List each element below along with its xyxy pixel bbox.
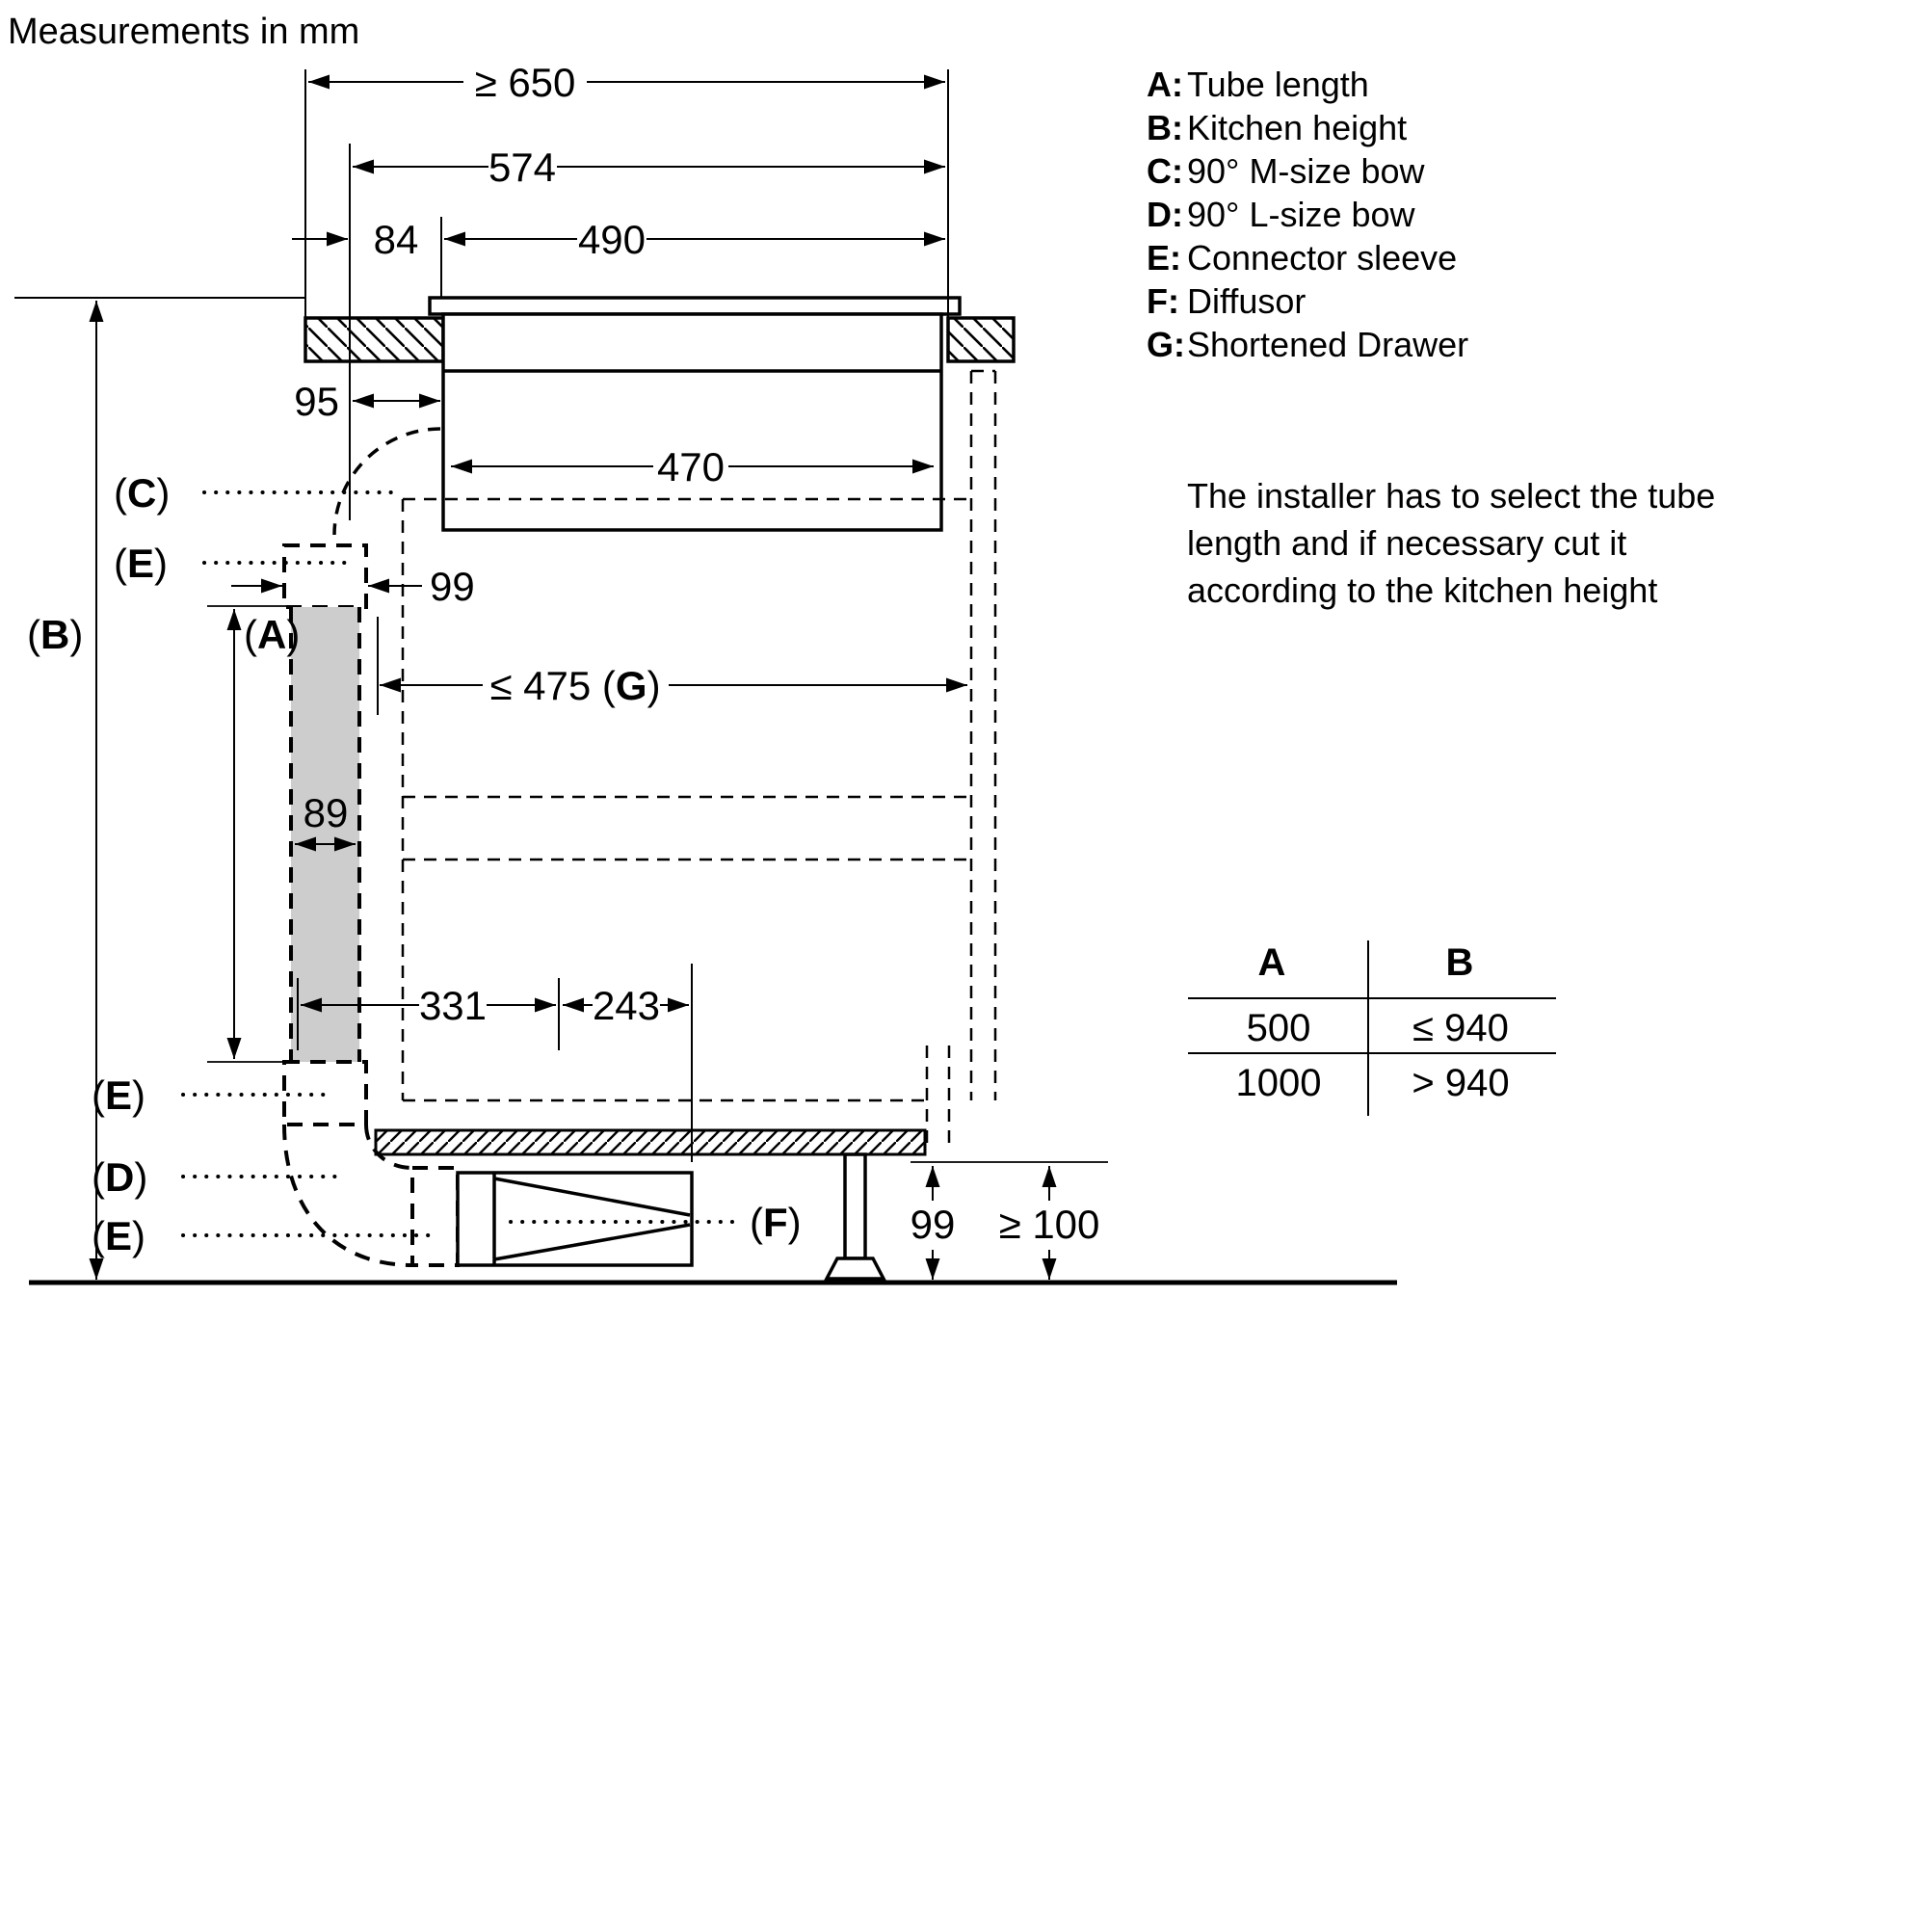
- dim-label: 470: [656, 444, 726, 490]
- dim-label: 490: [577, 217, 647, 262]
- svg-text:(B): [27, 612, 83, 657]
- callout-A: [244, 612, 300, 657]
- dim-suffix: ): [647, 663, 661, 708]
- dim-letter-g: G: [615, 663, 647, 708]
- paren: ): [134, 1154, 148, 1200]
- paren: (: [750, 1200, 763, 1245]
- legend-key: A:: [1147, 65, 1183, 104]
- legend-key: D:: [1147, 195, 1183, 234]
- paren: (: [244, 612, 257, 657]
- legend-key: F:: [1147, 281, 1179, 321]
- cabinet-wall-right: [971, 371, 995, 1100]
- svg-text:C:90° M-size bow: [1147, 151, 1425, 191]
- paren: ): [69, 612, 84, 657]
- callout-letter: E: [127, 541, 155, 586]
- paren: (: [114, 470, 127, 516]
- dim-min-clearance-650: [305, 60, 948, 318]
- dim-label: ≥ 100: [998, 1202, 1100, 1247]
- dim-label: 95: [294, 379, 339, 424]
- svg-text:F:Diffusor: [1147, 281, 1306, 321]
- drawer-outline: [403, 499, 971, 1100]
- svg-text:G:Shortened Drawer: [1147, 325, 1468, 364]
- cabinet-bottom-panel: [376, 1130, 925, 1154]
- callout-letter: B: [40, 612, 70, 657]
- table-header-b: B: [1445, 941, 1474, 984]
- worktop-section-left: [305, 318, 443, 361]
- paren: ): [286, 612, 301, 657]
- dim-offset-84: [292, 217, 441, 298]
- dim-tube-length-A: [207, 606, 291, 1062]
- legend-label: Connector sleeve: [1187, 238, 1458, 278]
- connector-sleeve-bottom: [412, 1168, 458, 1265]
- svg-text:(C): [114, 470, 170, 516]
- callout-letter: F: [763, 1200, 788, 1245]
- callout-letter: A: [257, 612, 287, 657]
- dim-label: ≤ 475 (: [489, 663, 616, 708]
- hob-assembly: [430, 298, 960, 530]
- note-line: length and if necessary cut it: [1187, 523, 1627, 563]
- dim-label: 331: [418, 983, 488, 1028]
- paren: ): [156, 470, 171, 516]
- legend-label: Diffusor: [1187, 281, 1307, 321]
- dim-left-gap-95: [294, 379, 440, 424]
- callout-letter: E: [105, 1072, 133, 1118]
- svg-text:≤ 475 (G): [489, 663, 660, 708]
- svg-text:(A): [244, 612, 300, 657]
- dim-label: 243: [592, 983, 661, 1028]
- legend: [1147, 65, 1468, 364]
- hob-body: [443, 314, 941, 530]
- callout-E-bottom: [92, 1213, 429, 1258]
- table-header-a: A: [1257, 941, 1286, 984]
- paren: (: [92, 1213, 105, 1258]
- legend-key: C:: [1147, 151, 1183, 191]
- dim-label: 99: [910, 1202, 956, 1247]
- diffusor: [458, 1173, 692, 1265]
- legend-key: E:: [1147, 238, 1181, 278]
- connector-sleeve-top: [284, 545, 366, 607]
- svg-text:(E): [92, 1072, 145, 1118]
- paren: (: [27, 612, 40, 657]
- paren: ): [154, 541, 169, 586]
- svg-text:D:90° L-size bow: [1147, 195, 1416, 234]
- svg-text:E:Connector sleeve: [1147, 238, 1457, 278]
- tube-length-table: [1188, 940, 1556, 1116]
- dim-hob-width-490: [444, 217, 945, 262]
- dim-label: 89: [303, 790, 349, 835]
- dim-drawer-475: [378, 617, 967, 715]
- legend-key: G:: [1147, 325, 1185, 364]
- legend-label: Kitchen height: [1187, 108, 1408, 147]
- duct-outlet-dashed: [927, 1045, 949, 1151]
- installer-note: [1187, 476, 1715, 610]
- callout-letter: E: [105, 1213, 133, 1258]
- paren: ): [787, 1200, 802, 1245]
- paren: ): [132, 1072, 146, 1118]
- legend-label: Tube length: [1187, 65, 1369, 104]
- worktop-section-right: [948, 318, 1014, 361]
- page-title: Measurements in mm: [8, 12, 360, 52]
- svg-text:B:Kitchen height: [1147, 108, 1407, 147]
- table-cell: > 940: [1412, 1062, 1510, 1104]
- dim-label: ≥ 650: [474, 60, 576, 105]
- paren: (: [92, 1072, 105, 1118]
- table-cell: 1000: [1235, 1062, 1322, 1104]
- paren: (: [92, 1154, 105, 1200]
- note-line: The installer has to select the tube: [1187, 476, 1716, 516]
- callout-B: [27, 612, 83, 657]
- callout-D: [92, 1154, 345, 1200]
- svg-text:(F): [750, 1200, 802, 1245]
- paren: (: [114, 541, 127, 586]
- connector-sleeve-middle: [284, 1062, 366, 1125]
- dim-label: 574: [488, 145, 557, 190]
- legend-label: Shortened Drawer: [1187, 325, 1469, 364]
- hob-glass-top: [430, 298, 960, 314]
- callout-C: [114, 470, 402, 516]
- legend-key: B:: [1147, 108, 1183, 147]
- callout-letter: C: [127, 470, 157, 516]
- dim-label: 99: [430, 564, 475, 609]
- svg-text:A:Tube length: [1147, 65, 1369, 104]
- svg-text:(D): [92, 1154, 147, 1200]
- callout-letter: D: [105, 1154, 135, 1200]
- legend-label: 90° M-size bow: [1187, 151, 1425, 191]
- dim-label: 84: [373, 217, 419, 262]
- table-cell: 500: [1246, 1007, 1311, 1049]
- dim-plinth-min-100: [999, 1166, 1100, 1280]
- svg-text:(E): [114, 541, 168, 586]
- paren: ): [132, 1213, 146, 1258]
- note-line: according to the kitchen height: [1187, 570, 1658, 610]
- svg-text:(E): [92, 1213, 145, 1258]
- cabinet-leg: [827, 1154, 884, 1279]
- legend-label: 90° L-size bow: [1187, 195, 1415, 234]
- table-cell: ≤ 940: [1412, 1007, 1509, 1049]
